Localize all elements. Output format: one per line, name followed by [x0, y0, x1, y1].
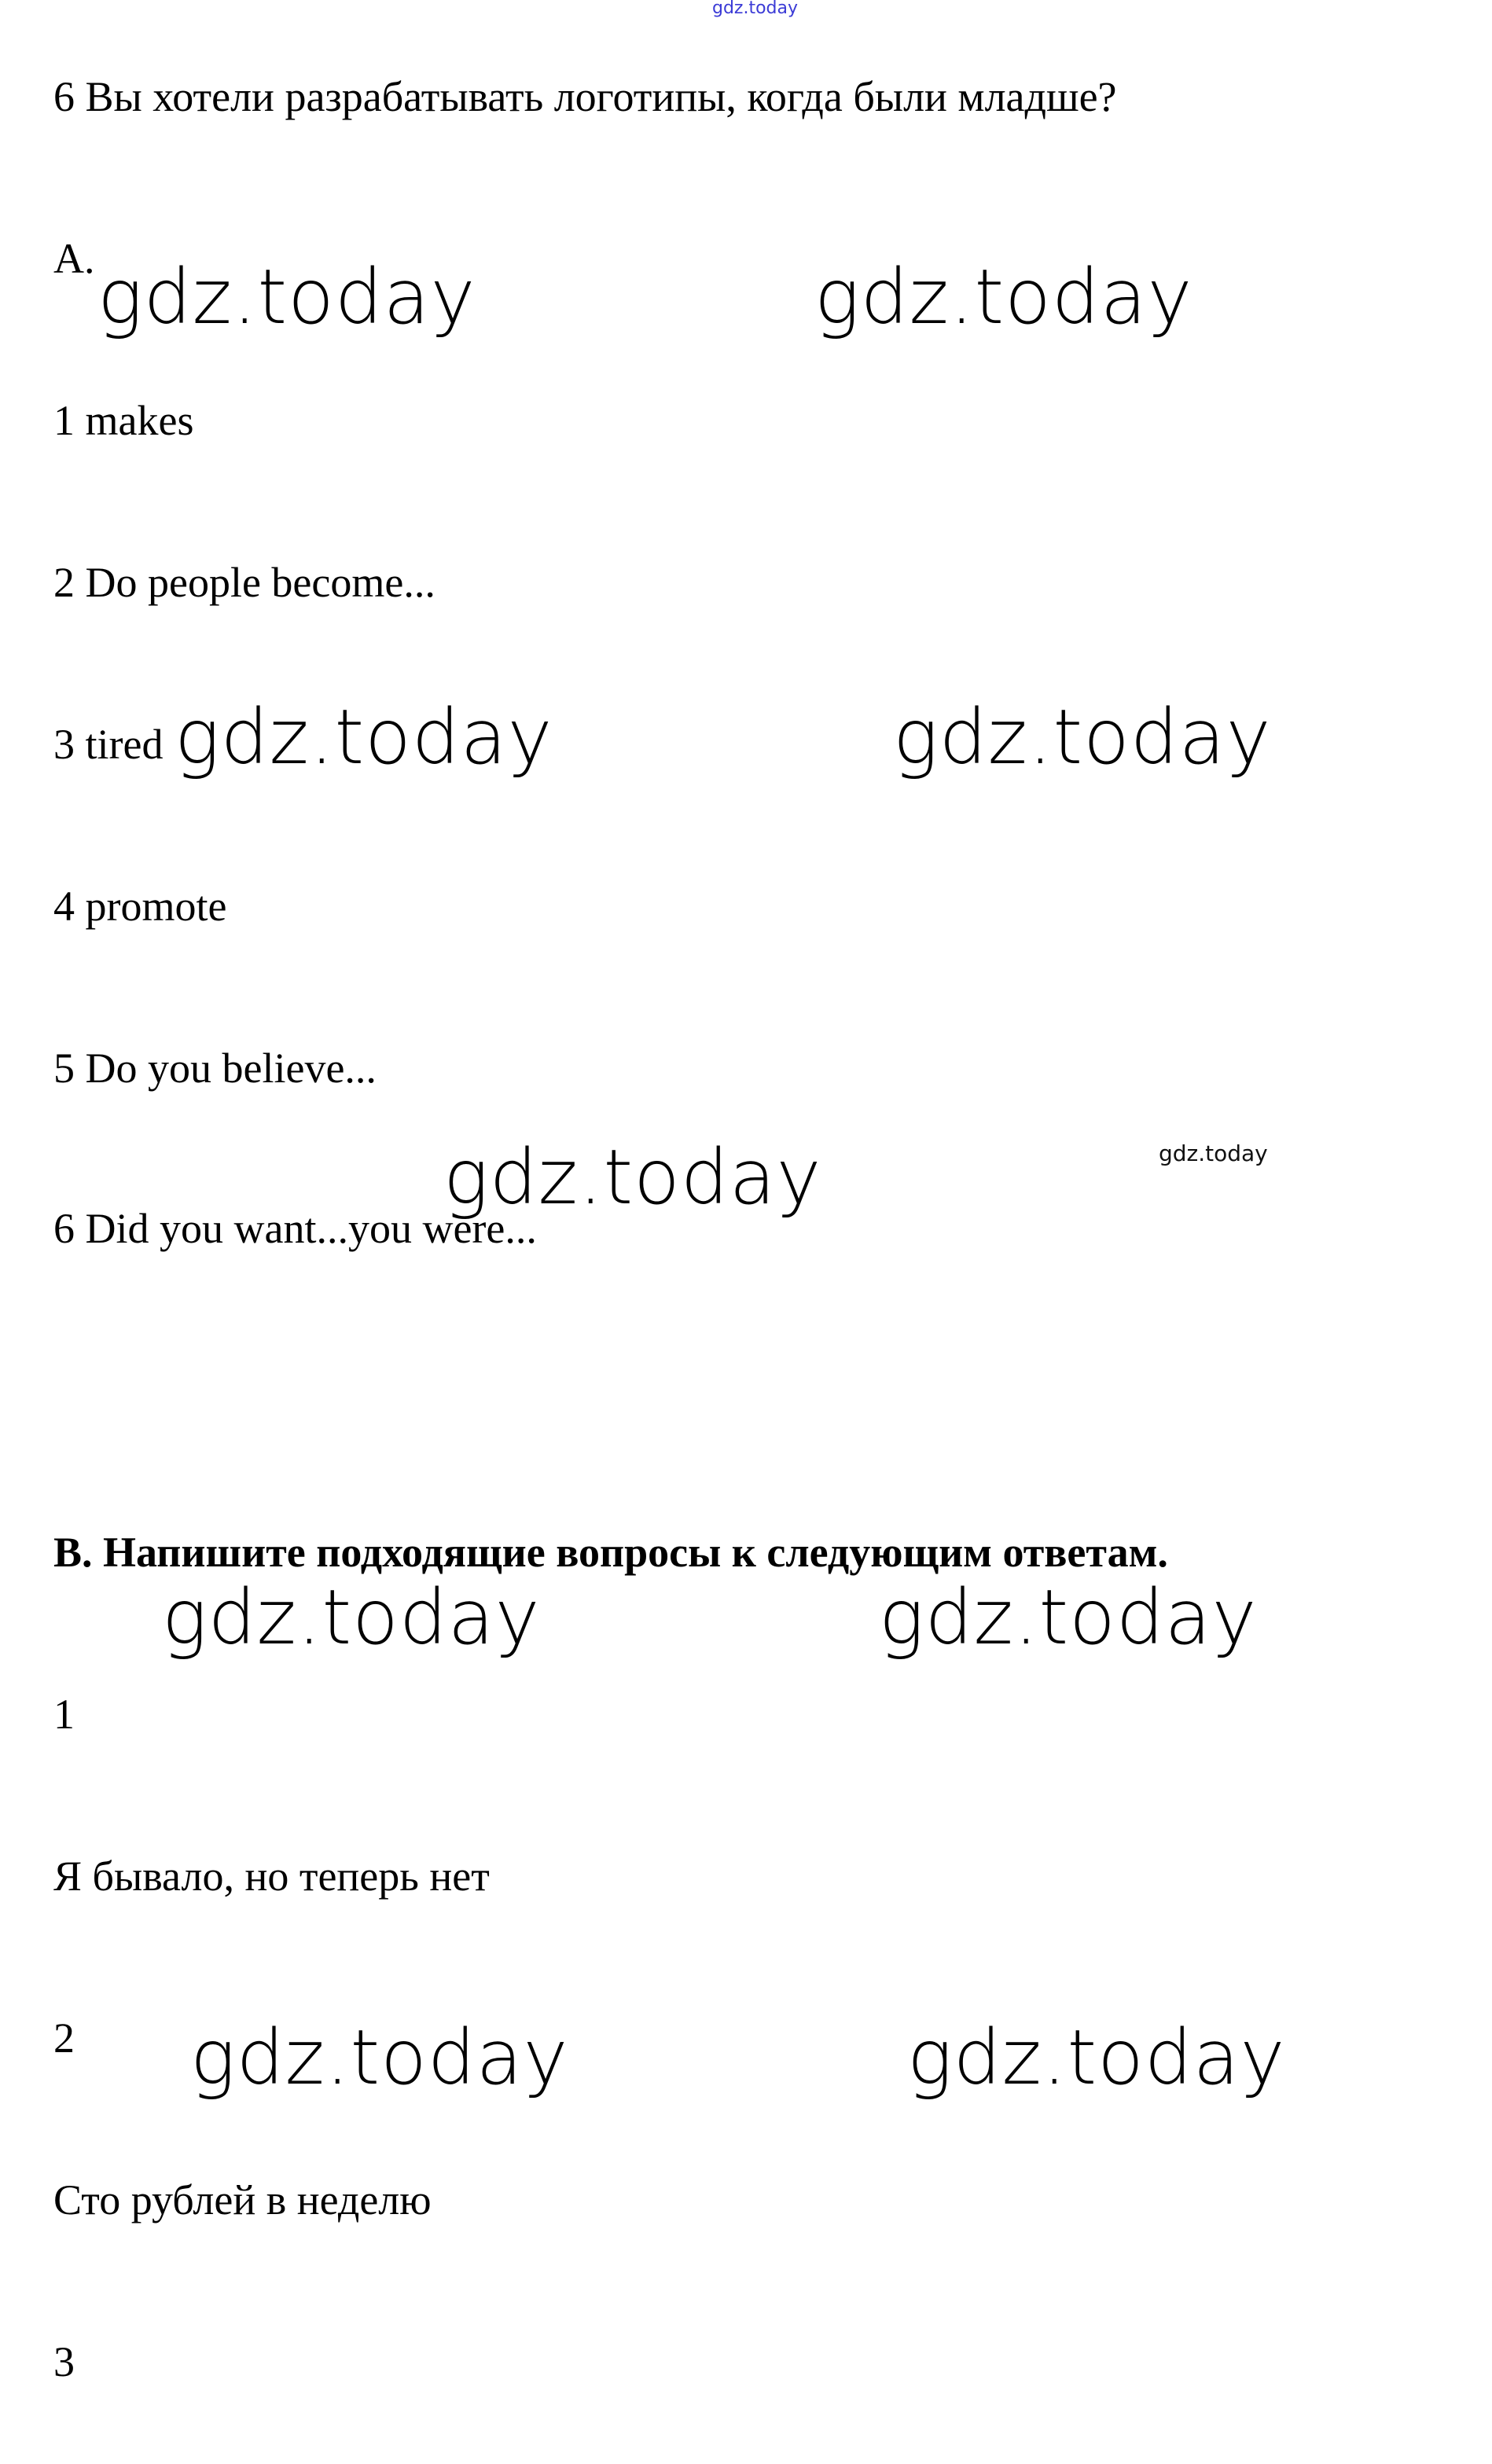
answer-a3: 3 tired [53, 721, 164, 768]
question-6-russian: 6 Вы хотели разрабатывать логотипы, когда были младше? [53, 73, 1117, 120]
watermark: gdz.today [190, 2014, 569, 2102]
watermark: gdz.today [814, 253, 1193, 341]
watermark: gdz.today [879, 1574, 1258, 1662]
item-b3-number: 3 [53, 2338, 75, 2385]
watermark: gdz.today [162, 1574, 541, 1662]
watermark-small: gdz.today [1159, 1140, 1268, 1166]
watermark-top: gdz.today [712, 0, 799, 18]
answer-a2: 2 Do people become... [53, 559, 435, 606]
answer-a1: 1 makes [53, 397, 194, 444]
item-b1-answer: Я бывало, но теперь нет [53, 1853, 490, 1900]
watermark: gdz.today [443, 1133, 822, 1221]
section-a-heading: A. [53, 235, 95, 282]
answer-a4: 4 promote [53, 883, 227, 930]
answer-a6: 6 Did you want...you were... [53, 1205, 537, 1252]
watermark: gdz.today [97, 253, 476, 341]
item-b2-answer: Сто рублей в неделю [53, 2176, 432, 2223]
watermark: gdz.today [893, 693, 1272, 781]
section-b-heading: B. Напишите подходящие вопросы к следующим ответам. [53, 1529, 1168, 1576]
item-b1-number: 1 [53, 1691, 75, 1738]
watermark: gdz.today [175, 693, 553, 781]
watermark: gdz.today [907, 2014, 1286, 2102]
answer-a5: 5 Do you believe... [53, 1045, 377, 1092]
item-b2-number: 2 [53, 2014, 75, 2062]
